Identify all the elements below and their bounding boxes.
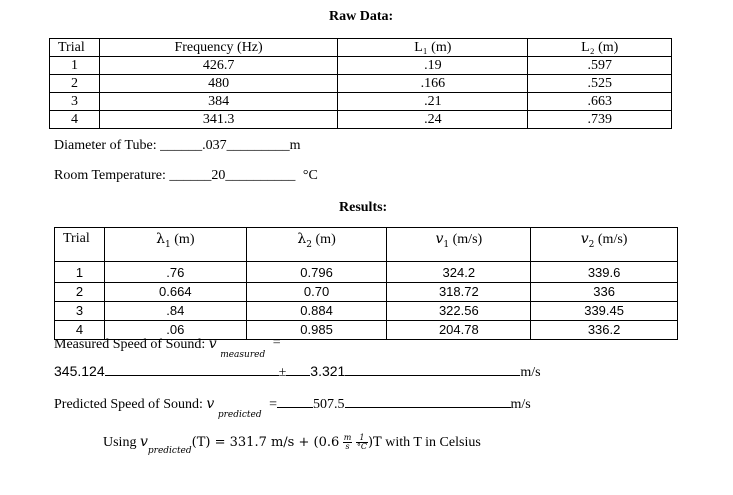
measured-plus-minus: ± <box>278 365 287 380</box>
measured-equals: = <box>272 335 281 350</box>
raw-data-title: Raw Data: <box>329 9 394 24</box>
raw-cell: .663 <box>528 93 672 111</box>
lambda2-subscript: 2 <box>306 239 313 250</box>
tube-blank-post: _________ <box>226 138 290 153</box>
predicted-value: 507.5 <box>313 397 345 412</box>
v1-subscript: 1 <box>443 239 450 250</box>
measured-speed-line <box>54 335 281 360</box>
results-cell: .76 <box>104 262 246 283</box>
table-row <box>50 57 672 75</box>
predicted-subscript: predicted <box>217 410 262 420</box>
raw-cell: .21 <box>338 93 528 111</box>
results-cell: 336.2 <box>531 321 678 340</box>
frac-s: s <box>345 442 350 452</box>
formula-line <box>103 433 481 456</box>
frac-one: 1 <box>356 434 368 443</box>
raw-header-frequency: Frequency (Hz) <box>99 39 337 57</box>
raw-cell: .19 <box>338 57 528 75</box>
raw-header-row <box>50 39 672 57</box>
lambda-symbol: λ <box>297 231 307 247</box>
raw-cell: 341.3 <box>99 111 337 129</box>
results-cell: 3 <box>55 302 105 321</box>
table-row <box>50 111 672 129</box>
raw-cell: .166 <box>338 75 528 93</box>
table-row <box>50 75 672 93</box>
raw-cell: .24 <box>338 111 528 129</box>
tube-blank-pre: ______ <box>160 138 203 153</box>
measured-unit: m/s <box>520 365 541 380</box>
predicted-equals: = <box>269 397 278 412</box>
raw-header-l2: L₂ (m) <box>528 39 672 57</box>
frac-celsius: °C <box>356 442 367 452</box>
raw-header-trial: Trial <box>50 39 100 57</box>
results-cell: 336 <box>531 283 678 302</box>
results-cell: 322.56 <box>387 302 531 321</box>
results-cell: 0.664 <box>104 283 246 302</box>
room-temperature-value: 20 <box>211 168 226 183</box>
results-cell: 324.2 <box>387 262 531 283</box>
results-cell: 339.6 <box>531 262 678 283</box>
measured-value: 345.124 <box>54 363 105 379</box>
v1-unit: (m/s) <box>452 232 483 247</box>
raw-header-l1: L₁ (m) <box>338 39 528 57</box>
room-temp-blank-pre: ______ <box>169 168 212 183</box>
tube-diameter-value: .037 <box>202 138 227 153</box>
measured-value-line <box>54 362 541 381</box>
results-header-lambda1 <box>104 228 246 262</box>
raw-cell: 1 <box>50 57 100 75</box>
lambda2-unit: (m) <box>315 232 336 247</box>
results-header-v2 <box>531 228 678 262</box>
predicted-blank-2 <box>345 394 511 408</box>
predicted-speed-label: Predicted Speed of Sound: <box>54 397 207 412</box>
predicted-blank-1 <box>277 394 313 408</box>
formula-fraction-per-celsius <box>356 434 368 451</box>
results-table <box>54 227 678 340</box>
formula-subscript: predicted <box>147 446 192 456</box>
room-temperature-label: Room Temperature: <box>54 168 166 183</box>
results-header-row <box>55 228 678 262</box>
measured-subscript: measured <box>220 350 266 360</box>
results-header-v1 <box>387 228 531 262</box>
raw-cell: .525 <box>528 75 672 93</box>
results-cell: 2 <box>55 283 105 302</box>
measured-speed-label: Measured Speed of Sound: <box>54 337 209 352</box>
lambda1-subscript: 1 <box>165 239 171 250</box>
measured-blank-1 <box>105 362 279 376</box>
table-row <box>55 283 678 302</box>
formula-fraction-m-per-s <box>343 434 353 451</box>
predicted-unit: m/s <box>510 397 531 412</box>
formula-using: Using <box>103 435 140 450</box>
room-temp-blank-post: __________ <box>225 168 296 183</box>
raw-data-table <box>49 38 672 129</box>
v-symbol: v <box>580 231 589 247</box>
raw-cell: .597 <box>528 57 672 75</box>
results-cell: 0.884 <box>246 302 387 321</box>
lambda-symbol: λ <box>156 231 166 247</box>
tube-diameter-line <box>54 138 301 154</box>
results-cell: 0.70 <box>246 283 387 302</box>
predicted-v-symbol: v <box>206 396 215 412</box>
results-cell: 4 <box>55 321 105 340</box>
table-row <box>50 93 672 111</box>
formula-close: )T <box>367 435 382 450</box>
results-header-trial: Trial <box>55 228 105 262</box>
results-title: Results: <box>339 200 388 215</box>
table-row <box>55 262 678 283</box>
tube-diameter-unit: m <box>289 138 301 153</box>
results-cell: 0.985 <box>246 321 387 340</box>
predicted-speed-line <box>54 394 531 420</box>
results-cell: .84 <box>104 302 246 321</box>
results-cell: 1 <box>55 262 105 283</box>
measured-blank-2 <box>286 362 310 376</box>
raw-cell: .739 <box>528 111 672 129</box>
v-symbol: v <box>435 231 444 247</box>
results-cell: 204.78 <box>387 321 531 340</box>
results-cell: 0.796 <box>246 262 387 283</box>
formula-v-symbol: v <box>139 434 148 450</box>
raw-cell: 426.7 <box>99 57 337 75</box>
measured-uncertainty: 3.321 <box>310 363 346 379</box>
formula-expression: (T) = 331.7 m/s + (0.6 <box>191 435 340 450</box>
measured-blank-3 <box>345 362 520 376</box>
results-header-lambda2 <box>246 228 387 262</box>
results-cell: 318.72 <box>387 283 531 302</box>
frac-m: m <box>343 433 352 443</box>
raw-cell: 384 <box>99 93 337 111</box>
raw-cell: 3 <box>50 93 100 111</box>
lambda1-unit: (m) <box>174 232 195 247</box>
v2-subscript: 2 <box>588 239 595 250</box>
formula-tail: with T in Celsius <box>381 435 481 450</box>
raw-cell: 2 <box>50 75 100 93</box>
results-cell: .06 <box>104 321 246 340</box>
raw-cell: 480 <box>99 75 337 93</box>
results-cell: 339.45 <box>531 302 678 321</box>
table-row <box>55 302 678 321</box>
v2-unit: (m/s) <box>597 232 628 247</box>
raw-cell: 4 <box>50 111 100 129</box>
tube-diameter-label: Diameter of Tube: <box>54 138 157 153</box>
room-temperature-unit: °C <box>302 168 318 183</box>
room-temperature-line <box>54 168 318 184</box>
measured-v-symbol: v <box>208 336 217 352</box>
